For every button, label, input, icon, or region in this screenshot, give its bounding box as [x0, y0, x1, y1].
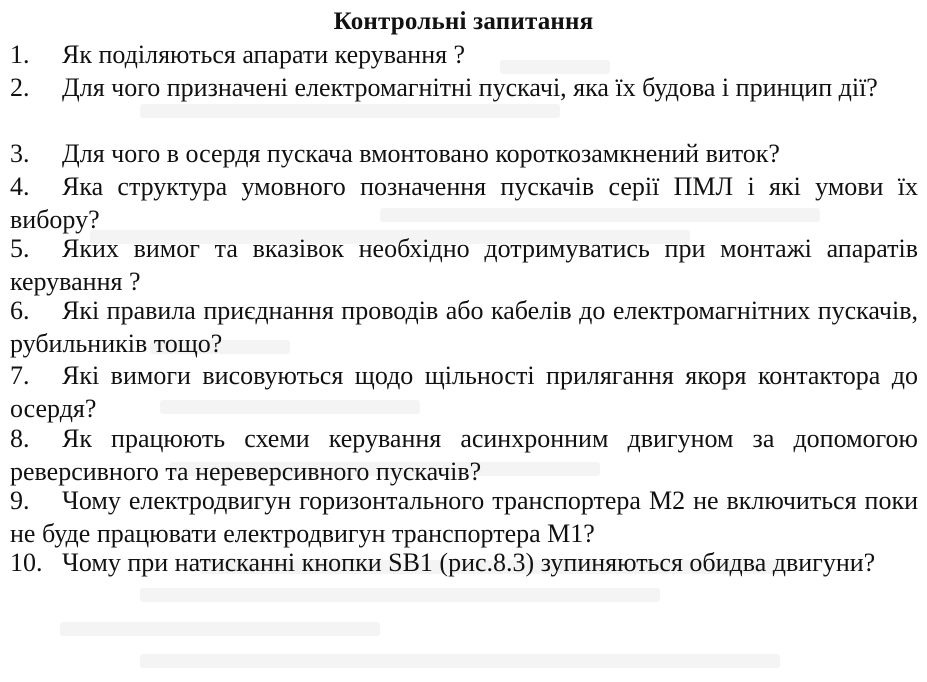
question-number: 7.	[10, 361, 30, 390]
question-3	[10, 137, 918, 170]
question-text: Для чого призначені електромагнітні пускачі, яка їх будова і принцип дії?	[62, 73, 878, 102]
question-4	[10, 170, 918, 236]
question-number: 9.	[10, 486, 30, 515]
question-number: 10.	[10, 548, 43, 577]
question-text: Які правила приєднання проводів або кабелів до електромагнітних пускачів, рубильників тощо?	[10, 296, 918, 358]
question-text: Яка структура умовного позначення пускачів серії ПМЛ і які умови їх вибору?	[10, 172, 918, 234]
question-number: 3.	[10, 139, 30, 168]
question-1	[10, 38, 918, 71]
question-2	[10, 71, 918, 104]
question-number: 8.	[10, 424, 30, 453]
question-text: Чому електродвигун горизонтального транспортера М2 не включиться поки не буде працювати електродвигун транспортера М1?	[10, 486, 918, 548]
question-number: 4.	[10, 172, 30, 201]
question-5	[10, 232, 918, 298]
question-text: Яких вимог та вказівок необхідно дотримуватись при монтажі апаратів керування ?	[10, 234, 918, 296]
question-text: Як працюють схеми керування асинхронним двигуном за допомогою реверсивного та нереверсивного пускачів?	[10, 424, 918, 486]
question-text: Як поділяються апарати керування ?	[62, 40, 466, 69]
question-number: 6.	[10, 296, 30, 325]
question-10	[10, 546, 918, 579]
question-number: 5.	[10, 234, 30, 263]
question-text: Для чого в осердя пускача вмонтовано короткозамкнений виток?	[62, 139, 780, 168]
question-text: Чому при натисканні кнопки SB1 (рис.8.3) зупиняються обидва двигуни?	[62, 548, 876, 577]
question-8	[10, 422, 918, 488]
question-text: Які вимоги висовуються щодо щільності прилягання якоря контактора до осердя?	[10, 361, 918, 423]
page-title: Контрольні запитання	[333, 8, 594, 35]
question-9	[10, 484, 918, 550]
question-6	[10, 294, 918, 360]
question-number: 1.	[10, 40, 30, 69]
question-7	[10, 359, 918, 425]
question-number: 2.	[10, 73, 30, 102]
